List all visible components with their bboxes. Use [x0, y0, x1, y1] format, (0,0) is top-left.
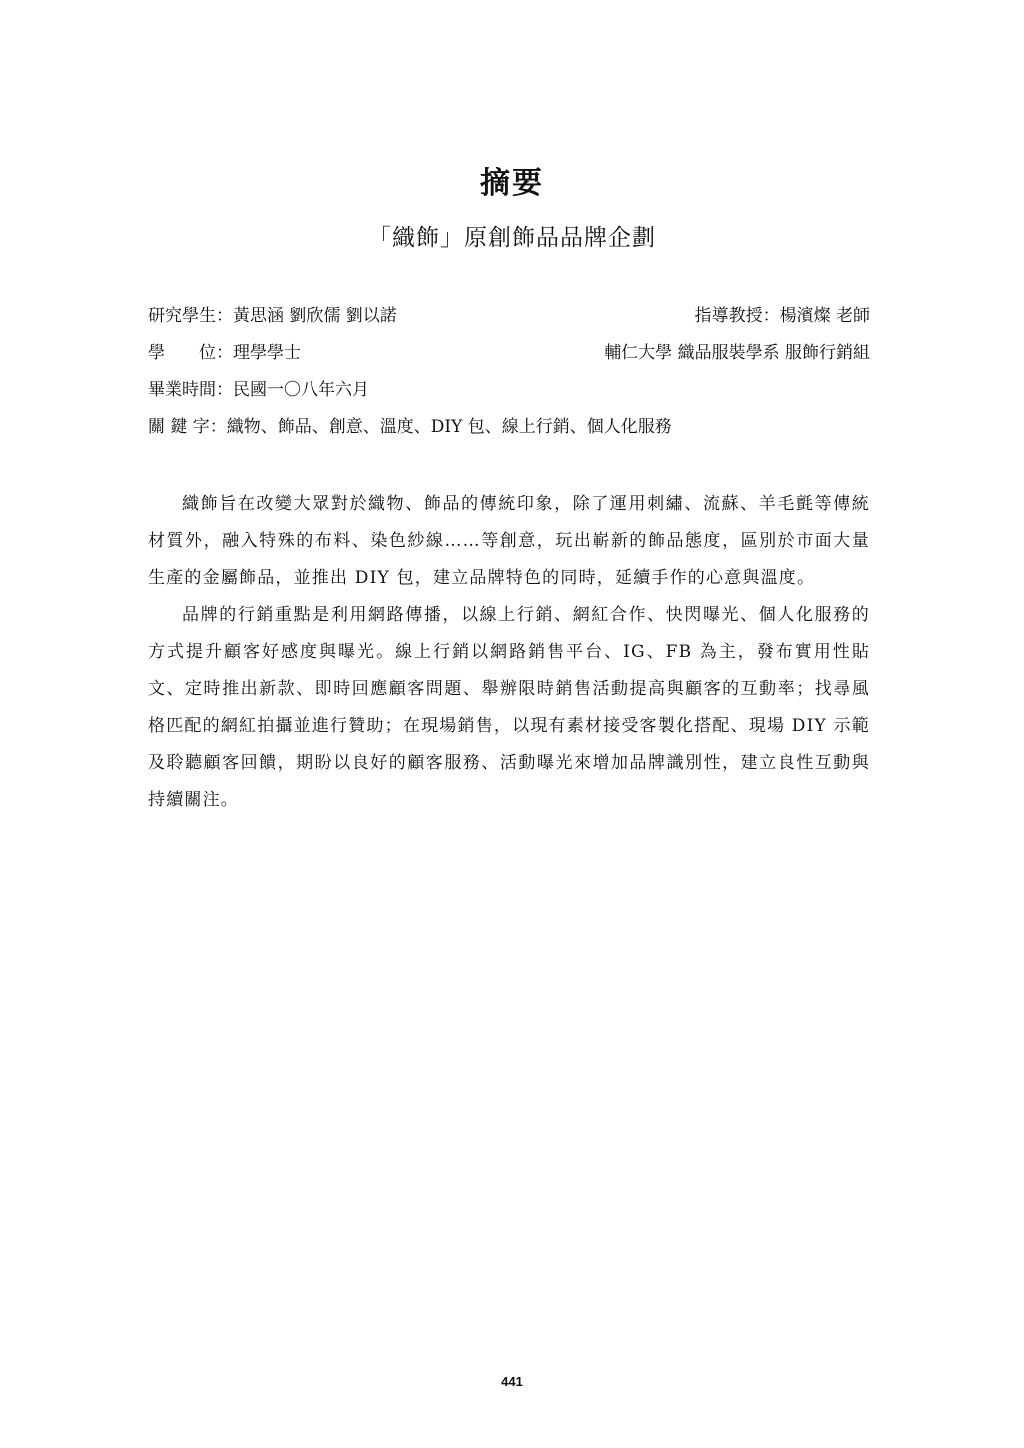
degree-label: 學 位：理學學士 [148, 343, 301, 363]
graduation-label: 畢業時間：民國一〇八年六月 [148, 380, 369, 400]
meta-row-graduation [148, 376, 870, 404]
students-label: 研究學生：黃思涵 劉欣儒 劉以諾 [148, 306, 397, 326]
page-number: 441 [501, 1374, 523, 1389]
keywords-label: 關 鍵 字：織物、飾品、創意、溫度、DIY 包、線上行銷、個人化服務 [148, 417, 672, 437]
meta-row-keywords [148, 413, 870, 441]
paper-subtitle: 「織飾」原創飾品品牌企劃 [368, 225, 656, 251]
department-label: 輔仁大學 織品服裝學系 服飾行銷組 [604, 343, 870, 363]
abstract-paragraph-1: 織飾旨在改變大眾對於織物、飾品的傳統印象，除了運用刺繡、流蘇、羊毛氈等傳統材質外，融入特殊的布料、染色紗線……等創意，玩出嶄新的飾品態度，區別於市面大量生產的金屬飾品，並推出 DIY 包，建立品牌特色的同時，延續手作的心意與溫度。 [148, 494, 870, 588]
meta-row-students [148, 302, 870, 330]
advisor-label: 指導教授：楊濱燦 老師 [694, 306, 870, 326]
abstract-body [148, 486, 870, 819]
meta-row-degree [148, 339, 870, 367]
page-title: 摘要 [480, 166, 544, 201]
abstract-paragraph-2: 品牌的行銷重點是利用網路傳播，以線上行銷、網紅合作、快閃曝光、個人化服務的方式提升顧客好感度與曝光。線上行銷以網路銷售平台、IG、FB 為主，發布實用性貼文、定時推出新款、即時回應顧客問題、舉辦限時銷售活動提高與顧客的互動率；找尋風格匹配的網紅拍攝並進行贊助；在現場銷售，以現有素材接受客製化搭配、現場 DIY 示範及聆聽顧客回饋，期盼以良好的顧客服務、活動曝光來增加品牌識別性，建立良性互動與持續關注。 [148, 605, 870, 810]
